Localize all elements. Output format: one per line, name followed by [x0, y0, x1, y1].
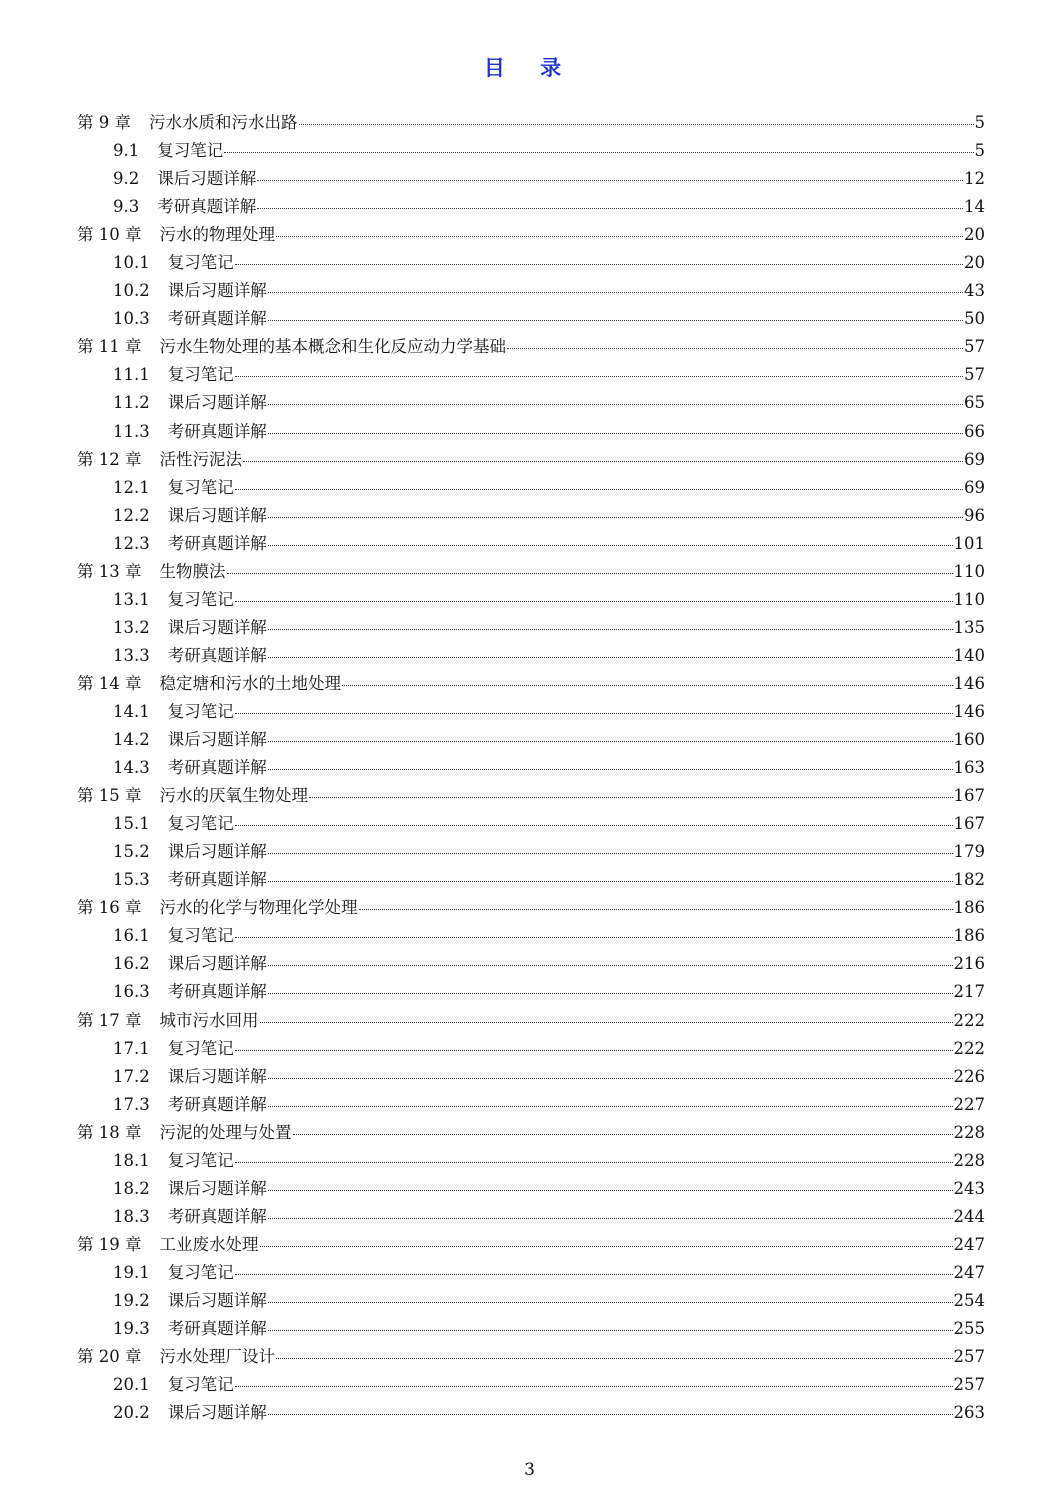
toc-section-entry[interactable]: [77, 726, 985, 754]
toc-section-entry[interactable]: [77, 754, 985, 782]
entry-title: 复习笔记: [157, 141, 224, 161]
dot-leader: [293, 1134, 953, 1135]
entry-number: 20.1: [113, 1375, 150, 1395]
toc-section-entry[interactable]: [77, 1203, 985, 1231]
entry-title: 复习笔记: [167, 589, 234, 609]
toc-section-entry[interactable]: [77, 1175, 985, 1203]
entry-title: 复习笔记: [167, 1038, 234, 1058]
entry-title: 污水的物理处理: [159, 225, 275, 245]
entry-number: 10.3: [113, 309, 150, 329]
entry-number: 第 18 章: [77, 1122, 142, 1142]
dot-leader: [227, 573, 953, 574]
dot-leader: [224, 152, 973, 153]
entry-title: 课后习题详解: [167, 505, 267, 525]
entry-number: 第 11 章: [77, 337, 142, 357]
entry-page-number: 65: [964, 393, 985, 413]
dot-leader: [243, 461, 963, 462]
entry-title: 复习笔记: [167, 365, 234, 385]
dot-leader: [268, 1218, 953, 1219]
entry-title: 课后习题详解: [157, 169, 257, 189]
entry-page-number: 226: [953, 1066, 985, 1086]
entry-title: 课后习题详解: [167, 954, 267, 974]
entry-page-number: 167: [953, 786, 985, 806]
toc-chapter-entry[interactable]: [77, 446, 985, 474]
entry-title: 复习笔记: [167, 814, 234, 834]
entry-title: 复习笔记: [167, 1262, 234, 1282]
entry-page-number: 146: [953, 701, 985, 721]
entry-page-number: 146: [953, 673, 985, 693]
dot-leader: [257, 208, 963, 209]
entry-page-number: 182: [953, 870, 985, 890]
toc-section-entry[interactable]: [77, 1371, 985, 1399]
toc-section-entry[interactable]: [77, 137, 985, 165]
toc-title: 目 录: [483, 56, 576, 80]
entry-title: 生物膜法: [159, 561, 226, 581]
toc-section-entry[interactable]: [77, 249, 985, 277]
toc-section-entry[interactable]: [77, 1287, 985, 1315]
entry-title: 课后习题详解: [167, 617, 267, 637]
toc-section-entry[interactable]: [77, 1259, 985, 1287]
dot-leader: [268, 657, 953, 658]
entry-number: 19.1: [113, 1262, 150, 1282]
entry-number: 第 15 章: [77, 786, 142, 806]
entry-title: 工业废水处理: [159, 1234, 259, 1254]
dot-leader: [268, 1190, 953, 1191]
entry-page-number: 255: [953, 1319, 985, 1339]
toc-section-entry[interactable]: [77, 838, 985, 866]
entry-page-number: 20: [964, 253, 985, 273]
entry-title: 考研真题详解: [157, 197, 257, 217]
entry-title: 课后习题详解: [167, 1066, 267, 1086]
dot-leader: [235, 1162, 953, 1163]
entry-title: 课后习题详解: [167, 281, 267, 301]
entry-page-number: 20: [964, 225, 985, 245]
entry-title: 考研真题详解: [167, 1094, 267, 1114]
entry-page-number: 96: [964, 505, 985, 525]
entry-title: 课后习题详解: [167, 1403, 267, 1423]
dot-leader: [235, 1386, 953, 1387]
dot-leader: [235, 1050, 953, 1051]
toc-section-entry[interactable]: [77, 502, 985, 530]
entry-page-number: 163: [953, 758, 985, 778]
entry-page-number: 216: [953, 954, 985, 974]
toc-section-entry[interactable]: [77, 1399, 985, 1427]
entry-page-number: 140: [953, 645, 985, 665]
dot-leader: [268, 292, 963, 293]
entry-number: 18.3: [113, 1206, 150, 1226]
dot-leader: [268, 517, 963, 518]
dot-leader: [235, 1274, 953, 1275]
entry-number: 14.3: [113, 758, 150, 778]
dot-leader: [235, 825, 953, 826]
dot-leader: [260, 1022, 953, 1023]
entry-page-number: 50: [964, 309, 985, 329]
dot-leader: [309, 797, 953, 798]
entry-title: 考研真题详解: [167, 758, 267, 778]
dot-leader: [507, 348, 963, 349]
entry-number: 12.2: [113, 505, 150, 525]
entry-page-number: 110: [953, 589, 985, 609]
entry-number: 13.1: [113, 589, 150, 609]
entry-title: 考研真题详解: [167, 309, 267, 329]
entry-number: 17.3: [113, 1094, 150, 1114]
entry-page-number: 227: [953, 1094, 985, 1114]
toc-section-entry[interactable]: [77, 277, 985, 305]
entry-number: 12.1: [113, 477, 150, 497]
entry-number: 14.1: [113, 701, 150, 721]
entry-number: 13.3: [113, 645, 150, 665]
toc-section-entry[interactable]: [77, 1315, 985, 1343]
entry-title: 复习笔记: [167, 926, 234, 946]
entry-number: 10.1: [113, 253, 150, 273]
page-number: 3: [524, 1460, 535, 1480]
toc-section-entry[interactable]: [77, 389, 985, 417]
dot-leader: [268, 993, 953, 994]
entry-number: 16.2: [113, 954, 150, 974]
entry-number: 18.1: [113, 1150, 150, 1170]
entry-title: 污泥的处理与处置: [159, 1122, 292, 1142]
entry-page-number: 69: [964, 477, 985, 497]
toc-chapter-entry[interactable]: [77, 333, 985, 361]
entry-page-number: 186: [953, 898, 985, 918]
entry-page-number: 243: [953, 1178, 985, 1198]
toc-chapter-entry[interactable]: [77, 558, 985, 586]
entry-page-number: 167: [953, 814, 985, 834]
entry-title: 复习笔记: [167, 477, 234, 497]
toc-section-entry[interactable]: [77, 1035, 985, 1063]
entry-number: 20.2: [113, 1403, 150, 1423]
toc-section-entry[interactable]: [77, 530, 985, 558]
toc-chapter-entry[interactable]: [77, 1119, 985, 1147]
entry-page-number: 186: [953, 926, 985, 946]
entry-title: 课后习题详解: [167, 842, 267, 862]
entry-number: 第 19 章: [77, 1234, 142, 1254]
entry-number: 9.3: [113, 197, 140, 217]
entry-title: 城市污水回用: [159, 1010, 259, 1030]
toc-section-entry[interactable]: [77, 1147, 985, 1175]
entry-title: 课后习题详解: [167, 1178, 267, 1198]
dot-leader: [268, 545, 953, 546]
entry-number: 12.3: [113, 533, 150, 553]
entry-page-number: 5: [974, 141, 985, 161]
entry-page-number: 247: [953, 1234, 985, 1254]
dot-leader: [235, 376, 963, 377]
entry-number: 第 16 章: [77, 898, 142, 918]
toc-section-entry[interactable]: [77, 474, 985, 502]
entry-number: 9.2: [113, 169, 140, 189]
entry-number: 15.3: [113, 870, 150, 890]
dot-leader: [359, 909, 953, 910]
dot-leader: [268, 1106, 953, 1107]
entry-title: 考研真题详解: [167, 870, 267, 890]
entry-title: 污水的化学与物理化学处理: [159, 898, 358, 918]
dot-leader: [235, 264, 963, 265]
dot-leader: [268, 741, 953, 742]
entry-page-number: 14: [964, 197, 985, 217]
entry-title: 复习笔记: [167, 701, 234, 721]
entry-number: 11.1: [113, 365, 150, 385]
toc-section-entry[interactable]: [77, 614, 985, 642]
dot-leader: [299, 124, 974, 125]
toc-section-entry[interactable]: [77, 950, 985, 978]
dot-leader: [268, 1302, 953, 1303]
entry-title: 污水的厌氧生物处理: [159, 786, 308, 806]
entry-number: 第 13 章: [77, 561, 142, 581]
toc-section-entry[interactable]: [77, 305, 985, 333]
dot-leader: [268, 629, 953, 630]
entry-number: 17.1: [113, 1038, 150, 1058]
entry-page-number: 57: [964, 337, 985, 357]
dot-leader: [342, 685, 953, 686]
entry-page-number: 179: [953, 842, 985, 862]
entry-page-number: 247: [953, 1262, 985, 1282]
entry-number: 17.2: [113, 1066, 150, 1086]
entry-title: 活性污泥法: [159, 449, 242, 469]
entry-page-number: 228: [953, 1150, 985, 1170]
entry-number: 14.2: [113, 730, 150, 750]
toc-section-entry[interactable]: [77, 193, 985, 221]
toc-chapter-entry[interactable]: [77, 1007, 985, 1035]
entry-number: 16.3: [113, 982, 150, 1002]
entry-number: 第 20 章: [77, 1347, 142, 1367]
dot-leader: [268, 881, 953, 882]
entry-page-number: 12: [964, 169, 985, 189]
entry-title: 污水生物处理的基本概念和生化反应动力学基础: [159, 337, 506, 357]
entry-page-number: 263: [953, 1403, 985, 1423]
dot-leader: [268, 769, 953, 770]
toc-chapter-entry[interactable]: [77, 894, 985, 922]
dot-leader: [235, 713, 953, 714]
entry-page-number: 5: [974, 113, 985, 132]
toc-section-entry[interactable]: [77, 642, 985, 670]
entry-number: 19.3: [113, 1319, 150, 1339]
entry-page-number: 244: [953, 1206, 985, 1226]
dot-leader: [268, 1078, 953, 1079]
toc-chapter-entry[interactable]: [77, 221, 985, 249]
toc-chapter-entry[interactable]: [77, 1343, 985, 1371]
entry-page-number: 257: [953, 1375, 985, 1395]
entry-number: 11.2: [113, 393, 150, 413]
entry-page-number: 160: [953, 730, 985, 750]
entry-title: 考研真题详解: [167, 421, 267, 441]
entry-title: 稳定塘和污水的土地处理: [159, 673, 341, 693]
toc-chapter-entry[interactable]: [77, 109, 985, 137]
entry-title: 课后习题详解: [167, 393, 267, 413]
entry-title: 复习笔记: [167, 1375, 234, 1395]
entry-page-number: 222: [953, 1038, 985, 1058]
entry-number: 15.1: [113, 814, 150, 834]
entry-title: 考研真题详解: [167, 645, 267, 665]
entry-page-number: 228: [953, 1122, 985, 1142]
entry-page-number: 101: [953, 533, 985, 553]
toc-section-entry[interactable]: [77, 866, 985, 894]
dot-leader: [268, 1330, 953, 1331]
dot-leader: [235, 601, 953, 602]
entry-number: 18.2: [113, 1178, 150, 1198]
entry-number: 第 17 章: [77, 1010, 142, 1030]
table-of-contents: [77, 109, 985, 1427]
toc-section-entry[interactable]: [77, 418, 985, 446]
entry-page-number: 57: [964, 365, 985, 385]
entry-number: 13.2: [113, 617, 150, 637]
entry-title: 污水水质和污水出路: [149, 113, 298, 132]
toc-section-entry[interactable]: [77, 361, 985, 389]
entry-number: 第 10 章: [77, 225, 142, 245]
entry-number: 15.2: [113, 842, 150, 862]
toc-chapter-entry[interactable]: [77, 670, 985, 698]
entry-number: 19.2: [113, 1290, 150, 1310]
entry-page-number: 66: [964, 421, 985, 441]
toc-chapter-entry[interactable]: [77, 782, 985, 810]
toc-section-entry[interactable]: [77, 810, 985, 838]
toc-section-entry[interactable]: [77, 1063, 985, 1091]
toc-section-entry[interactable]: [77, 1091, 985, 1119]
entry-page-number: 110: [953, 561, 985, 581]
dot-leader: [235, 937, 953, 938]
entry-page-number: 217: [953, 982, 985, 1002]
entry-title: 复习笔记: [167, 253, 234, 273]
dot-leader: [257, 180, 963, 181]
toc-section-entry[interactable]: [77, 698, 985, 726]
dot-leader: [235, 489, 963, 490]
dot-leader: [260, 1246, 953, 1247]
entry-title: 复习笔记: [167, 1150, 234, 1170]
toc-section-entry[interactable]: [77, 586, 985, 614]
entry-number: 第 9 章: [77, 113, 131, 132]
entry-page-number: 69: [964, 449, 985, 469]
entry-number: 9.1: [113, 141, 140, 161]
entry-number: 第 14 章: [77, 673, 142, 693]
dot-leader: [268, 853, 953, 854]
entry-title: 课后习题详解: [167, 730, 267, 750]
entry-page-number: 254: [953, 1290, 985, 1310]
entry-page-number: 43: [964, 281, 985, 301]
entry-number: 16.1: [113, 926, 150, 946]
entry-title: 课后习题详解: [167, 1290, 267, 1310]
toc-section-entry[interactable]: [77, 165, 985, 193]
entry-number: 11.3: [113, 421, 150, 441]
entry-page-number: 135: [953, 617, 985, 637]
entry-title: 考研真题详解: [167, 533, 267, 553]
entry-title: 污水处理厂设计: [159, 1347, 275, 1367]
toc-chapter-entry[interactable]: [77, 1231, 985, 1259]
toc-section-entry[interactable]: [77, 922, 985, 950]
entry-title: 考研真题详解: [167, 982, 267, 1002]
entry-page-number: 257: [953, 1347, 985, 1367]
dot-leader: [268, 433, 963, 434]
dot-leader: [268, 1414, 953, 1415]
toc-section-entry[interactable]: [77, 978, 985, 1006]
dot-leader: [268, 965, 953, 966]
dot-leader: [276, 1358, 953, 1359]
dot-leader: [268, 404, 963, 405]
dot-leader: [268, 320, 963, 321]
dot-leader: [276, 236, 963, 237]
entry-number: 10.2: [113, 281, 150, 301]
entry-number: 第 12 章: [77, 449, 142, 469]
entry-page-number: 222: [953, 1010, 985, 1030]
entry-title: 考研真题详解: [167, 1319, 267, 1339]
entry-title: 考研真题详解: [167, 1206, 267, 1226]
